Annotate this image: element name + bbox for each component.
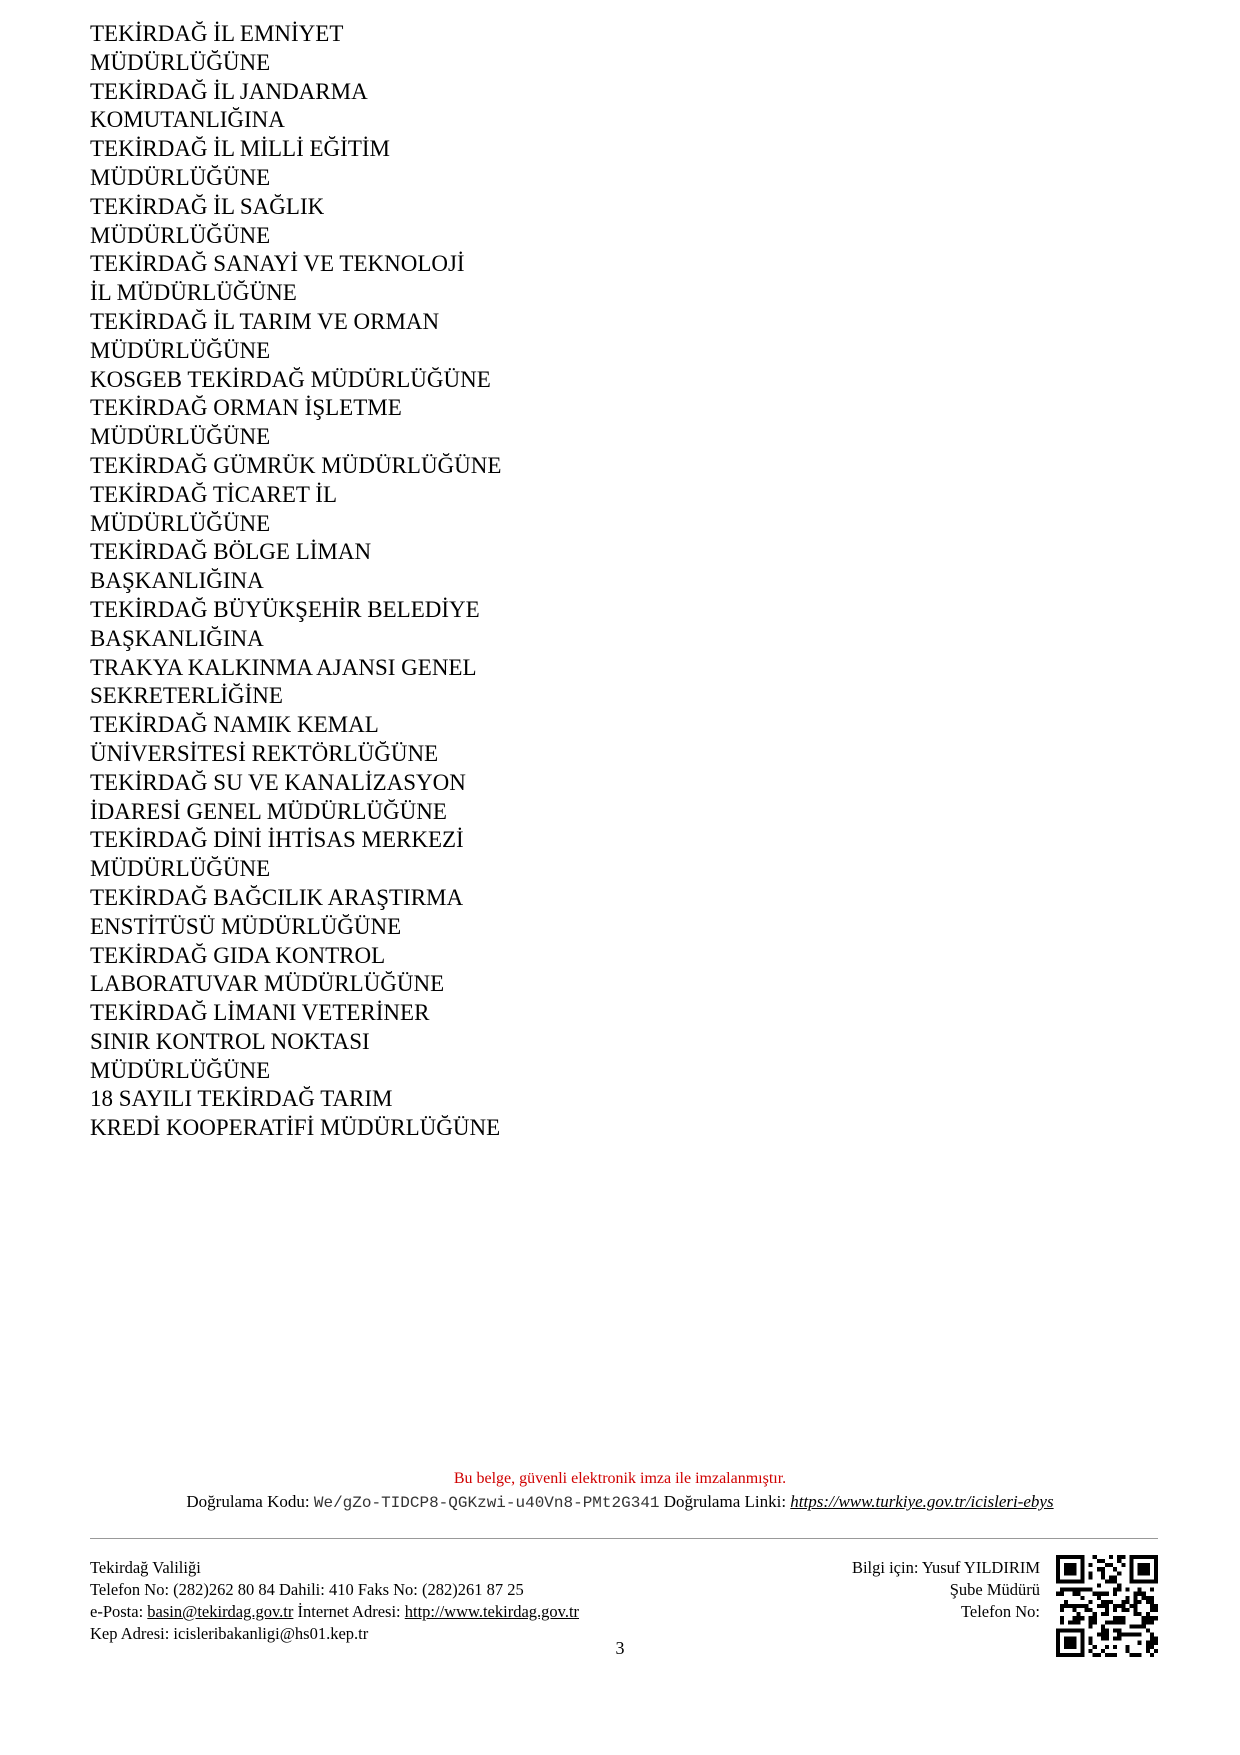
recipient-line: TEKİRDAĞ TİCARET İL bbox=[90, 481, 338, 507]
verification-code: We/gZo-TIDCP8-QGKzwi-u40Vn8-PMt2G341 bbox=[313, 1494, 660, 1512]
info-contact: Bilgi için: Yusuf YILDIRIM bbox=[851, 1558, 1040, 1577]
e-signature-note: Bu belge, güvenli elektronik imza ile imzalanmıştır. bbox=[453, 1470, 787, 1487]
verification-link-label: Doğrulama Linki: bbox=[663, 1492, 787, 1511]
recipient-line: MÜDÜRLÜĞÜNE bbox=[90, 856, 271, 882]
footer-info bbox=[852, 1557, 1040, 1623]
email-link[interactable]: basin@tekirdag.gov.tr bbox=[147, 1602, 294, 1621]
recipient-line: MÜDÜRLÜĞÜNE bbox=[90, 510, 271, 536]
recipient-line: TEKİRDAĞ SU VE KANALİZASYON bbox=[90, 769, 466, 795]
recipient-line: TEKİRDAĞ NAMIK KEMAL bbox=[90, 712, 379, 738]
recipient-line: 18 SAYILI TEKİRDAĞ TARIM bbox=[90, 1086, 393, 1112]
recipient-line: TEKİRDAĞ SANAYİ VE TEKNOLOJİ bbox=[90, 251, 465, 277]
verification-code-label: Doğrulama Kodu: bbox=[186, 1492, 310, 1511]
recipient-line: KREDİ KOOPERATİFİ MÜDÜRLÜĞÜNE bbox=[90, 1115, 501, 1141]
info-phone: Telefon No: bbox=[960, 1602, 1040, 1621]
recipient-line: TEKİRDAĞ ORMAN İŞLETME bbox=[90, 395, 402, 421]
page-number: 3 bbox=[615, 1638, 625, 1658]
info-title: Şube Müdürü bbox=[949, 1580, 1040, 1599]
recipient-line: ÜNİVERSİTESİ REKTÖRLÜĞÜNE bbox=[90, 740, 439, 766]
recipient-line: TEKİRDAĞ İL EMNİYET bbox=[90, 21, 344, 46]
recipient-line: MÜDÜRLÜĞÜNE bbox=[90, 222, 271, 248]
recipient-line: TEKİRDAĞ LİMANI VETERİNER bbox=[90, 1000, 430, 1026]
recipient-line: BAŞKANLIĞINA bbox=[90, 625, 264, 651]
footer-contact bbox=[90, 1557, 579, 1645]
recipient-line: KOSGEB TEKİRDAĞ MÜDÜRLÜĞÜNE bbox=[90, 366, 491, 392]
recipient-line: SEKRETERLİĞİNE bbox=[90, 683, 283, 709]
recipient-line: TRAKYA KALKINMA AJANSI GENEL bbox=[90, 654, 477, 680]
recipient-line: KOMUTANLIĞINA bbox=[90, 107, 285, 133]
recipient-line: MÜDÜRLÜĞÜNE bbox=[90, 424, 271, 450]
recipient-line: MÜDÜRLÜĞÜNE bbox=[90, 49, 271, 75]
footer-divider bbox=[90, 1538, 1158, 1539]
kep-address: Kep Adresi: icisleribakanligi@hs01.kep.tr bbox=[90, 1624, 369, 1643]
institution-name: Tekirdağ Valiliği bbox=[90, 1558, 201, 1577]
verification-link[interactable]: https://www.turkiye.gov.tr/icisleri-ebys bbox=[790, 1492, 1054, 1511]
recipient-line: ENSTİTÜSÜ MÜDÜRLÜĞÜNE bbox=[90, 913, 402, 939]
email-label: e-Posta: bbox=[90, 1602, 144, 1621]
recipient-line: TEKİRDAĞ GIDA KONTROL bbox=[90, 942, 386, 968]
web-label: İnternet Adresi: bbox=[297, 1602, 401, 1621]
recipient-line: TEKİRDAĞ İL JANDARMA bbox=[90, 78, 368, 104]
recipient-line: İDARESİ GENEL MÜDÜRLÜĞÜNE bbox=[90, 798, 447, 824]
recipient-line: BAŞKANLIĞINA bbox=[90, 568, 264, 594]
recipient-line: TEKİRDAĞ İL MİLLİ EĞİTİM bbox=[90, 136, 390, 162]
recipient-line: MÜDÜRLÜĞÜNE bbox=[90, 164, 271, 190]
recipient-line: TEKİRDAĞ DİNİ İHTİSAS MERKEZİ bbox=[90, 827, 464, 853]
recipient-line: TEKİRDAĞ GÜMRÜK MÜDÜRLÜĞÜNE bbox=[90, 452, 502, 478]
phone-fax-line: Telefon No: (282)262 80 84 Dahili: 410 Faks No: (282)261 87 25 bbox=[90, 1580, 524, 1599]
recipient-line: TEKİRDAĞ BÖLGE LİMAN bbox=[90, 539, 372, 565]
recipient-line: İL MÜDÜRLÜĞÜNE bbox=[90, 280, 297, 306]
recipient-line: LABORATUVAR MÜDÜRLÜĞÜNE bbox=[90, 971, 445, 997]
recipient-line: SINIR KONTROL NOKTASI bbox=[90, 1028, 370, 1054]
web-link[interactable]: http://www.tekirdag.gov.tr bbox=[404, 1602, 580, 1621]
recipient-line: TEKİRDAĞ BAĞCILIK ARAŞTIRMA bbox=[90, 884, 464, 910]
verification-line bbox=[0, 1491, 1240, 1514]
email-web-line bbox=[90, 1601, 579, 1623]
recipient-line: MÜDÜRLÜĞÜNE bbox=[90, 1057, 271, 1083]
recipient-line: TEKİRDAĞ İL TARIM VE ORMAN bbox=[90, 308, 440, 334]
recipient-list bbox=[90, 20, 501, 1143]
recipient-line: TEKİRDAĞ İL SAĞLIK bbox=[90, 193, 325, 219]
recipient-line: TEKİRDAĞ BÜYÜKŞEHİR BELEDİYE bbox=[90, 596, 480, 622]
recipient-line: MÜDÜRLÜĞÜNE bbox=[90, 337, 271, 363]
